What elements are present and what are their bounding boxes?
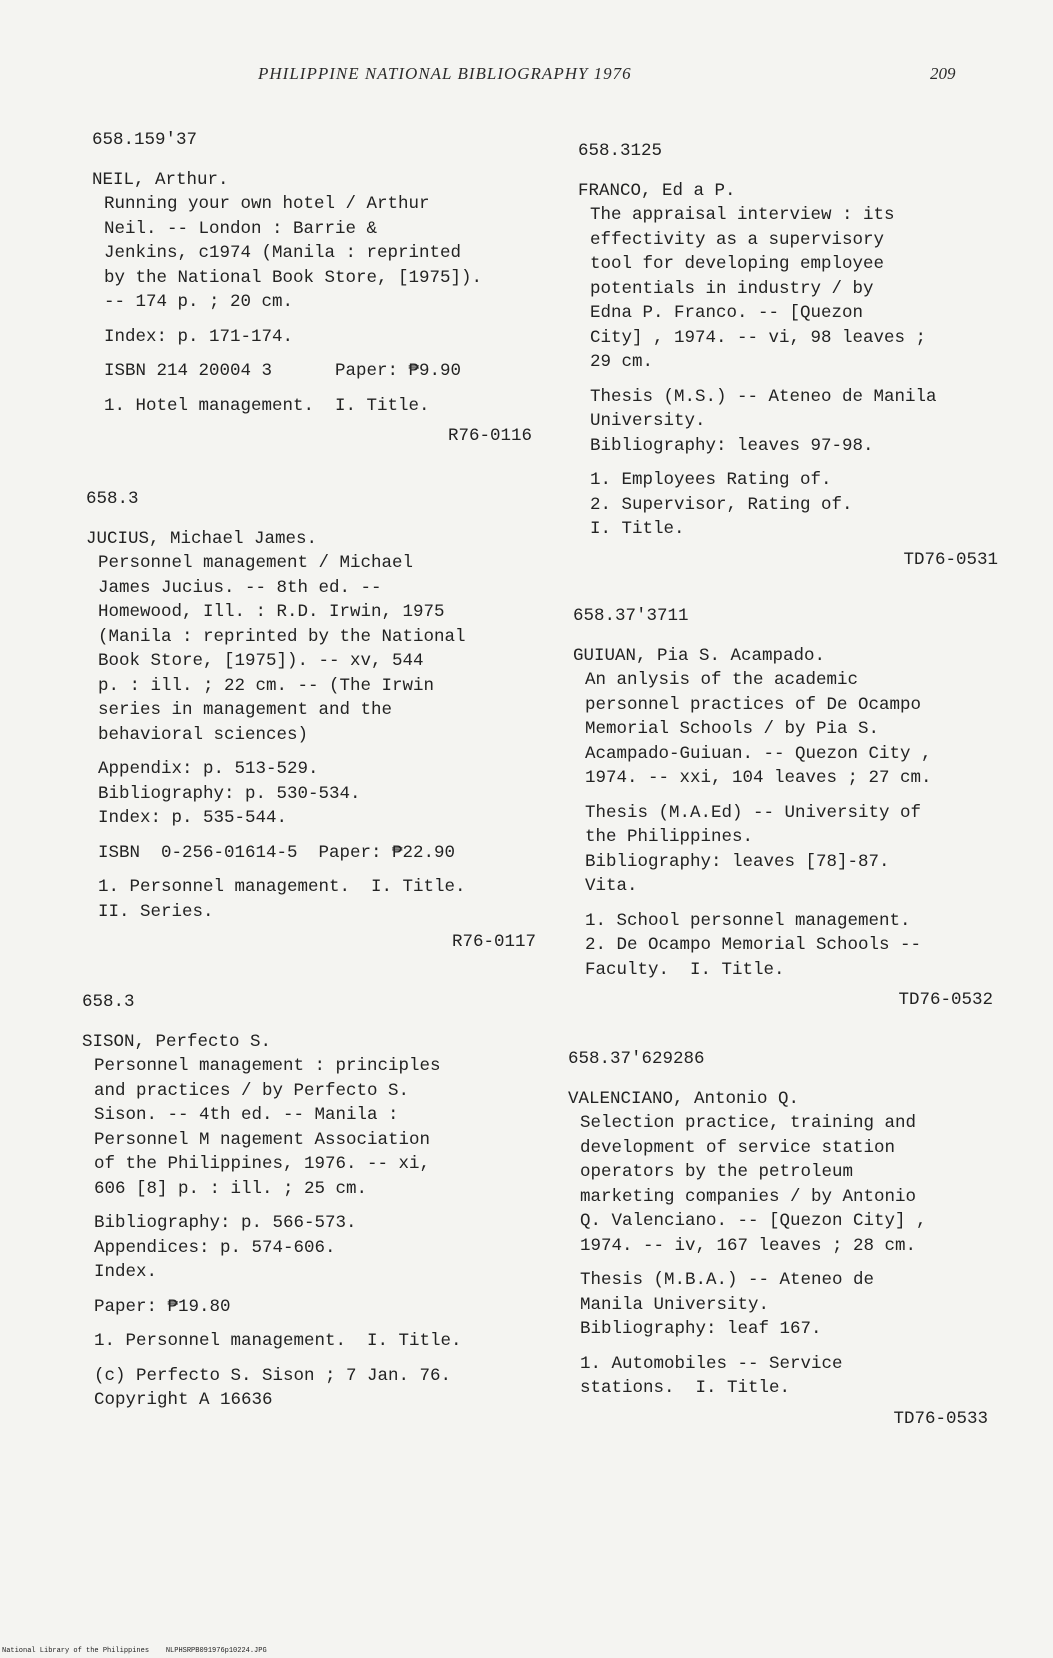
description-line: behavioral sciences) (98, 724, 309, 745)
spacer (590, 375, 998, 385)
class-number: 658.159'37 (92, 130, 198, 150)
description-line: operators by the petroleum (580, 1162, 854, 1182)
description-line: 1974. -- iv, 167 leaves ; 28 cm. (580, 1235, 917, 1256)
tracing-line: 1. Personnel management. I. Title. (94, 1331, 462, 1351)
description-line: Memorial Schools / by Pia S. (585, 719, 880, 739)
description-line: development of service station (580, 1137, 896, 1158)
tracing-line: 1. Hotel management. I. Title. (104, 395, 430, 416)
note-line: Index. (94, 1262, 158, 1282)
spacer (98, 831, 536, 841)
note-line: Index: p. 171-174. (104, 326, 294, 347)
class-number: 658.37'629286 (568, 1049, 705, 1069)
class-number: 658.3 (86, 489, 139, 509)
note-line: Bibliography: p. 530-534. (98, 783, 361, 804)
description-line: and practices / by Perfecto S. (94, 1080, 410, 1101)
copyright-line: Copyright A 16636 (94, 1390, 273, 1410)
note-line: Bibliography: leaves 97-98. (590, 435, 874, 456)
description-line: 29 cm. (590, 352, 654, 372)
catalog-entry (86, 487, 536, 955)
main-heading: JUCIUS, Michael James. (86, 528, 318, 549)
description-line: effectivity as a supervisory (590, 229, 885, 250)
tracing-line: 1. Personnel management. I. Title. (98, 877, 466, 897)
spacer (104, 349, 532, 359)
catalog-entry (92, 128, 532, 449)
scan-footer (2, 1647, 267, 1655)
spacer (104, 315, 532, 325)
tracing-line: I. Title. (590, 519, 685, 539)
note-line: Manila University. (580, 1294, 770, 1315)
class-number: 658.3 (82, 992, 135, 1012)
tracing-line: 1. Automobiles -- Service (580, 1353, 843, 1374)
description-line: Neil. -- London : Barrie & (104, 218, 378, 239)
footer-left: National Library of the Philippines (2, 1647, 150, 1655)
spacer (580, 1342, 988, 1352)
tracing-line: stations. I. Title. (580, 1378, 791, 1398)
note-line: Bibliography: p. 566-573. (94, 1213, 357, 1233)
note-line: Thesis (M.A.Ed) -- University of (585, 802, 922, 823)
description-line: Jenkins, c1974 (Manila : reprinted (104, 243, 462, 263)
note-line: Bibliography: leaves [78]-87. (585, 851, 890, 872)
page-title: PHILIPPINE NATIONAL BIBLIOGRAPHY 1976 (258, 64, 632, 83)
spacer (585, 899, 993, 909)
spacer (104, 384, 532, 394)
tracing-line: 2. Supervisor, Rating of. (590, 494, 853, 515)
note-line: Bibliography: leaf 167. (580, 1319, 822, 1339)
catalog-entry (573, 604, 993, 1013)
spacer (94, 1354, 532, 1364)
spacer (98, 865, 536, 875)
description-line: 1974. -- xxi, 104 leaves ; 27 cm. (585, 768, 932, 788)
description-line: James Jucius. -- 8th ed. -- (98, 577, 382, 598)
tracing-line: Faculty. I. Title. (585, 959, 785, 980)
note-line: Thesis (M.S.) -- Ateneo de Manila (590, 386, 937, 407)
entry-body (568, 1111, 988, 1401)
tracing-line: 1. School personnel management. (585, 910, 911, 931)
entry-body (578, 203, 998, 542)
description-line: Running your own hotel / Arthur (104, 194, 430, 214)
isbn-price: ISBN 214 20004 3 Paper: ₱9.90 (104, 361, 462, 381)
description-line: Acampado-Guiuan. -- Quezon City , (585, 743, 932, 764)
spacer (98, 747, 536, 757)
note-line: Index: p. 535-544. (98, 808, 288, 828)
note-line: Appendices: p. 574-606. (94, 1237, 336, 1258)
control-number: TD76-0531 (903, 549, 998, 570)
catalog-entry (568, 1047, 988, 1431)
spacer (94, 1319, 532, 1329)
class-number: 658.3125 (578, 141, 663, 161)
description-line: tool for developing employee (590, 254, 885, 274)
description-line: potentials in industry / by (590, 278, 874, 299)
description-line: Edna P. Franco. -- [Quezon (590, 303, 864, 323)
description-line: Homewood, Ill. : R.D. Irwin, 1975 (98, 602, 445, 622)
description-line: p. : ill. ; 22 cm. -- (The Irwin (98, 675, 435, 696)
note-line: Appendix: p. 513-529. (98, 759, 319, 779)
description-line: Q. Valenciano. -- [Quezon City] , (580, 1211, 927, 1231)
main-heading: GUIUAN, Pia S. Acampado. (573, 645, 826, 666)
description-line: The appraisal interview : its (590, 205, 895, 225)
spacer (580, 1258, 988, 1268)
description-line: 606 [8] p. : ill. ; 25 cm. (94, 1178, 368, 1199)
description-line: Personnel management / Michael (98, 553, 414, 573)
description-line: Personnel M nagement Association (94, 1129, 431, 1150)
main-heading: NEIL, Arthur. (92, 169, 229, 190)
spacer (585, 791, 993, 801)
tracing-line: II. Series. (98, 901, 214, 922)
control-number: R76-0116 (447, 426, 532, 446)
spacer (590, 458, 998, 468)
note-line: Vita. (585, 876, 638, 896)
description-line: by the National Book Store, [1975]). (104, 267, 483, 288)
entry-body (92, 192, 532, 418)
main-heading: SISON, Perfecto S. (82, 1031, 272, 1052)
description-line: Selection practice, training and (580, 1113, 917, 1133)
description-line: Book Store, [1975]). -- xv, 544 (98, 651, 424, 671)
control-number: R76-0117 (451, 932, 536, 952)
description-line: (Manila : reprinted by the National (98, 626, 466, 647)
description-line: An anlysis of the academic (585, 670, 859, 690)
class-number: 658.37'3711 (573, 606, 689, 626)
footer-right: NLPHSRPB091976p10224.JPG (165, 1647, 267, 1655)
note-line: University. (590, 411, 706, 431)
entry-body (86, 551, 536, 924)
description-line: marketing companies / by Antonio (580, 1186, 917, 1207)
entry-body (573, 668, 993, 982)
isbn-price: Paper: ₱19.80 (94, 1296, 231, 1317)
spacer (94, 1285, 532, 1295)
catalog-entry (578, 139, 998, 572)
spacer (94, 1201, 532, 1211)
note-line: Thesis (M.B.A.) -- Ateneo de (580, 1270, 875, 1290)
entry-body (82, 1054, 532, 1413)
control-number: TD76-0532 (898, 990, 993, 1010)
note-line: the Philippines. (585, 827, 754, 847)
description-line: Personnel management : principles (94, 1056, 441, 1076)
description-line: series in management and the (98, 700, 393, 720)
description-line: Sison. -- 4th ed. -- Manila : (94, 1105, 399, 1125)
tracing-line: 2. De Ocampo Memorial Schools -- (585, 935, 922, 955)
main-heading: VALENCIANO, Antonio Q. (568, 1088, 800, 1109)
main-heading: FRANCO, Ed a P. (578, 180, 736, 201)
isbn-price: ISBN 0-256-01614-5 Paper: ₱22.90 (98, 842, 456, 863)
description-line: -- 174 p. ; 20 cm. (104, 292, 294, 312)
copyright-line: (c) Perfecto S. Sison ; 7 Jan. 76. (94, 1365, 452, 1386)
description-line: City] , 1974. -- vi, 98 leaves ; (590, 327, 927, 348)
tracing-line: 1. Employees Rating of. (590, 470, 832, 490)
page-number: 209 (930, 64, 956, 83)
catalog-entry (82, 990, 532, 1413)
control-number: TD76-0533 (893, 1408, 988, 1429)
description-line: personnel practices of De Ocampo (585, 694, 922, 715)
description-line: of the Philippines, 1976. -- xi, (94, 1154, 431, 1174)
